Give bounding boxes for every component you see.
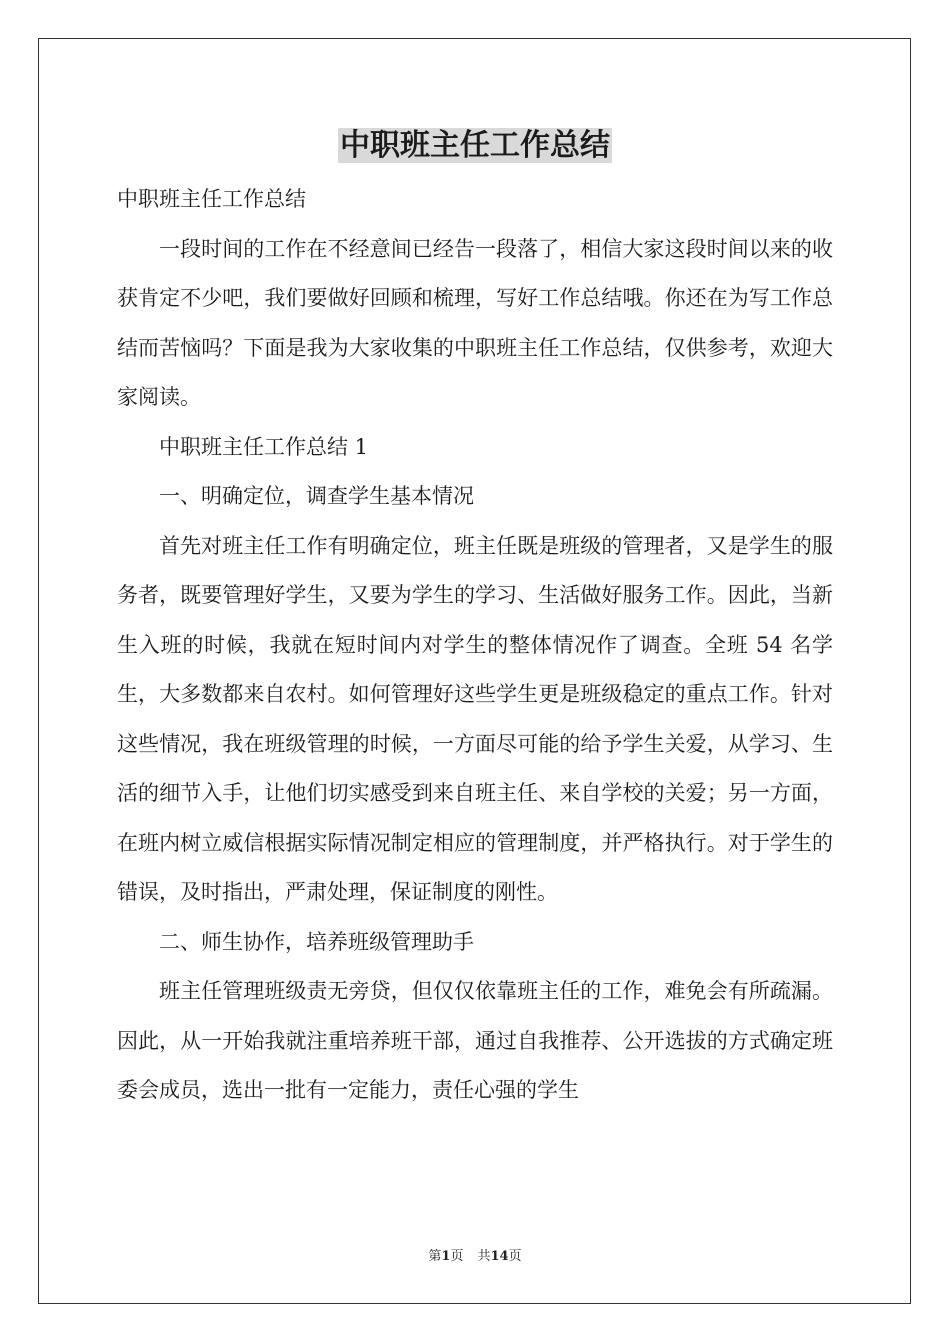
subtitle-paragraph: 中职班主任工作总结 bbox=[117, 187, 306, 211]
section-heading: 中职班主任工作总结 1 bbox=[159, 434, 369, 459]
footer-total-prefix: 共 bbox=[477, 1249, 491, 1264]
body-paragraph-1: 首先对班主任工作有明确定位，班主任既是班级的管理者，又是学生的服务者，既要管理好学生，又要为学生的学习、生活做好服务工作。因此，当新生入班的时候，我就在短时间内对学生的整体情况作了调查。全班 54 名学生，大多数都来自农村。如何管理好这些学生更是班级稳定的重点工作。针对这些情况，我在班级管理的时候，一方面尽可能的给予学生关爱，从学习、生活的细节入手，让他们切实感受到来自班主任、来自学校的关爱；另一方面，在班内树立威信根据实际情况制定相应的管理制度，并严格执行。对于学生的错误，及时指出，严肃处理，保证制度的刚性。 bbox=[117, 533, 833, 904]
footer-total-suffix: 页 bbox=[508, 1249, 522, 1264]
document-title bbox=[0, 124, 950, 168]
subheading-1: 一、明确定位，调查学生基本情况 bbox=[159, 484, 474, 508]
footer-page-suffix: 页 bbox=[450, 1249, 464, 1264]
document-title-text: 中职班主任工作总结 bbox=[340, 128, 610, 163]
document-body bbox=[117, 175, 833, 1116]
page-footer bbox=[0, 1248, 950, 1266]
footer-page-current: 1 bbox=[441, 1249, 451, 1264]
body-paragraph-2: 班主任管理班级责无旁贷，但仅仅依靠班主任的工作，难免会有所疏漏。因此，从一开始我就注重培养班干部，通过自我推荐、公开选拔的方式确定班委会成员，选出一批有一定能力，责任心强的学生 bbox=[117, 979, 833, 1102]
intro-paragraph: 一段时间的工作在不经意间已经告一段落了，相信大家这段时间以来的收获肯定不少吧，我们要做好回顾和梳理，写好工作总结哦。你还在为写工作总结而苦恼吗？下面是我为大家收集的中职班主任工作总结，仅供参考，欢迎大家阅读。 bbox=[117, 236, 833, 409]
footer-page-total: 14 bbox=[490, 1249, 509, 1264]
subheading-2: 二、师生协作，培养班级管理助手 bbox=[159, 929, 474, 954]
footer-page-prefix: 第 bbox=[428, 1249, 442, 1264]
